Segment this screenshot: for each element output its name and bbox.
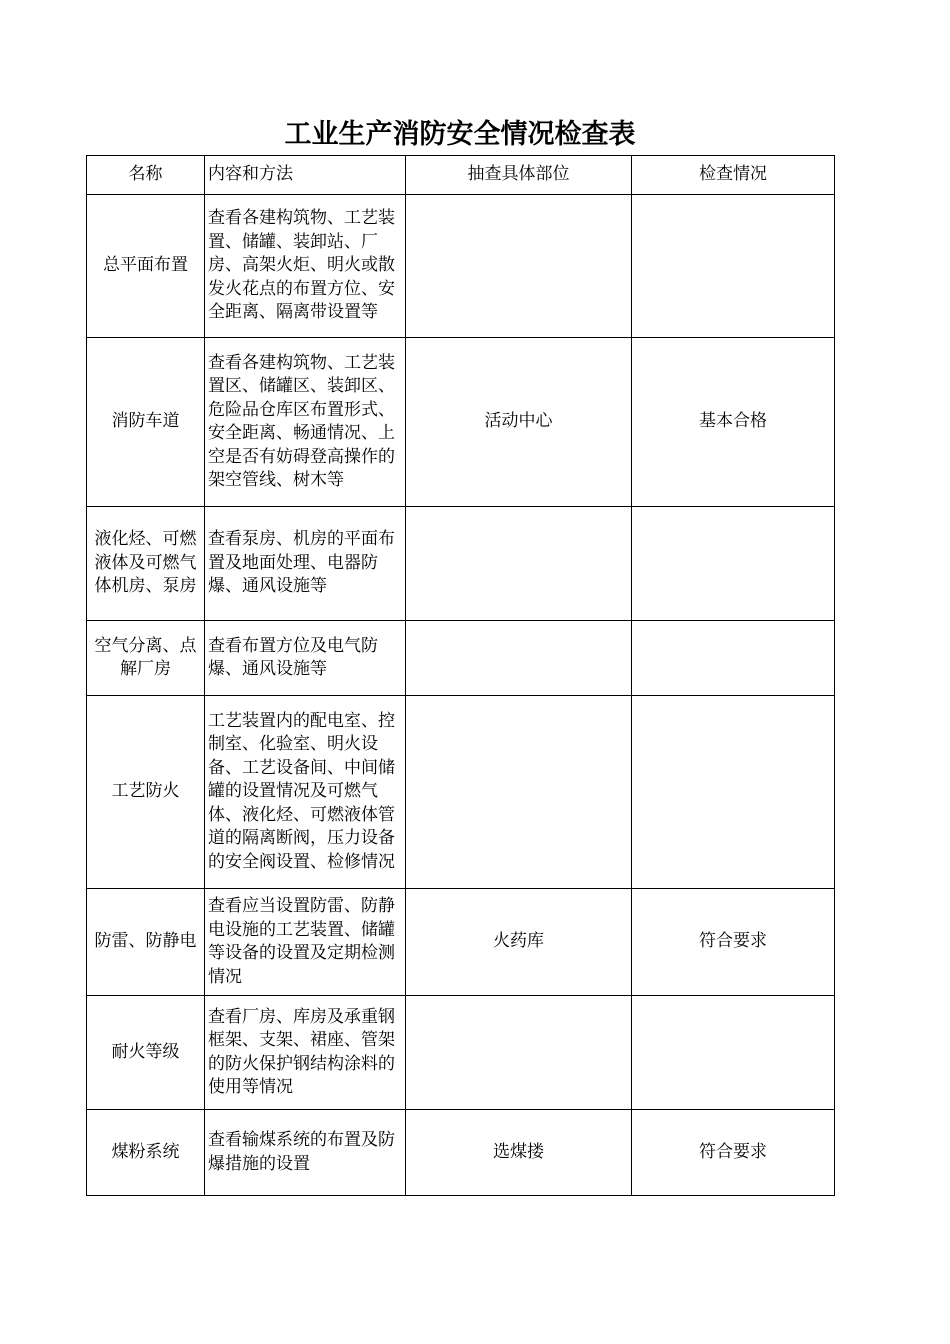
row-location: 火药库: [406, 889, 632, 996]
row-method: 查看布置方位及电气防爆、通风设施等: [205, 621, 406, 696]
row-method: 工艺装置内的配电室、控制室、化验室、明火设备、工艺设备间、中间储罐的设置情况及可燃气体、液化烃、可燃液体管道的隔离断阀，压力设备的安全阀设置、检修情况: [205, 696, 406, 889]
row-result: 基本合格: [632, 338, 835, 507]
table-row: [87, 195, 835, 338]
row-location: [406, 696, 632, 889]
table-row: [87, 1110, 835, 1196]
row-method: 查看各建构筑物、工艺装置、储罐、装卸站、厂房、高架火炬、明火或散发火花点的布置方位、安全距离、隔离带设置等: [205, 195, 406, 338]
row-location: 活动中心: [406, 338, 632, 507]
row-result: [632, 507, 835, 621]
table-row: [87, 996, 835, 1110]
row-location: [406, 996, 632, 1110]
table-row: [87, 889, 835, 996]
row-result: [632, 696, 835, 889]
header-method: 内容和方法: [205, 156, 406, 195]
row-location: [406, 195, 632, 338]
row-name: 煤粉系统: [87, 1110, 205, 1196]
table-row: [87, 621, 835, 696]
table-row: [87, 338, 835, 507]
row-name: 空气分离、点解厂房: [87, 621, 205, 696]
row-name: 总平面布置: [87, 195, 205, 338]
row-name: 耐火等级: [87, 996, 205, 1110]
row-name: 液化烃、可燃液体及可燃气体机房、泵房: [87, 507, 205, 621]
header-location: 抽查具体部位: [406, 156, 632, 195]
row-name: 工艺防火: [87, 696, 205, 889]
row-method: 查看厂房、库房及承重钢框架、支架、裙座、管架的防火保护钢结构涂料的使用等情况: [205, 996, 406, 1110]
header-result: 检查情况: [632, 156, 835, 195]
row-method: 查看输煤系统的布置及防爆措施的设置: [205, 1110, 406, 1196]
row-result: 符合要求: [632, 889, 835, 996]
table-header-row: [87, 156, 835, 195]
row-method: 查看泵房、机房的平面布置及地面处理、电器防爆、通风设施等: [205, 507, 406, 621]
row-result: [632, 621, 835, 696]
row-location: 选煤搂: [406, 1110, 632, 1196]
row-result: [632, 996, 835, 1110]
page-title: 工业生产消防安全情况检查表: [284, 119, 636, 150]
row-method: 查看各建构筑物、工艺装置区、储罐区、装卸区、危险品仓库区布置形式、安全距离、畅通情况、上空是否有妨碍登高操作的架空管线、树木等: [205, 338, 406, 507]
row-result: [632, 195, 835, 338]
inspection-table: [86, 155, 835, 1196]
table-row: [87, 696, 835, 889]
row-location: [406, 621, 632, 696]
row-location: [406, 507, 632, 621]
row-name: 消防车道: [87, 338, 205, 507]
header-name: 名称: [87, 156, 205, 195]
row-method: 查看应当设置防雷、防静电设施的工艺装置、储罐等设备的设置及定期检测情况: [205, 889, 406, 996]
row-name: 防雷、防静电: [87, 889, 205, 996]
table-row: [87, 507, 835, 621]
row-result: 符合要求: [632, 1110, 835, 1196]
